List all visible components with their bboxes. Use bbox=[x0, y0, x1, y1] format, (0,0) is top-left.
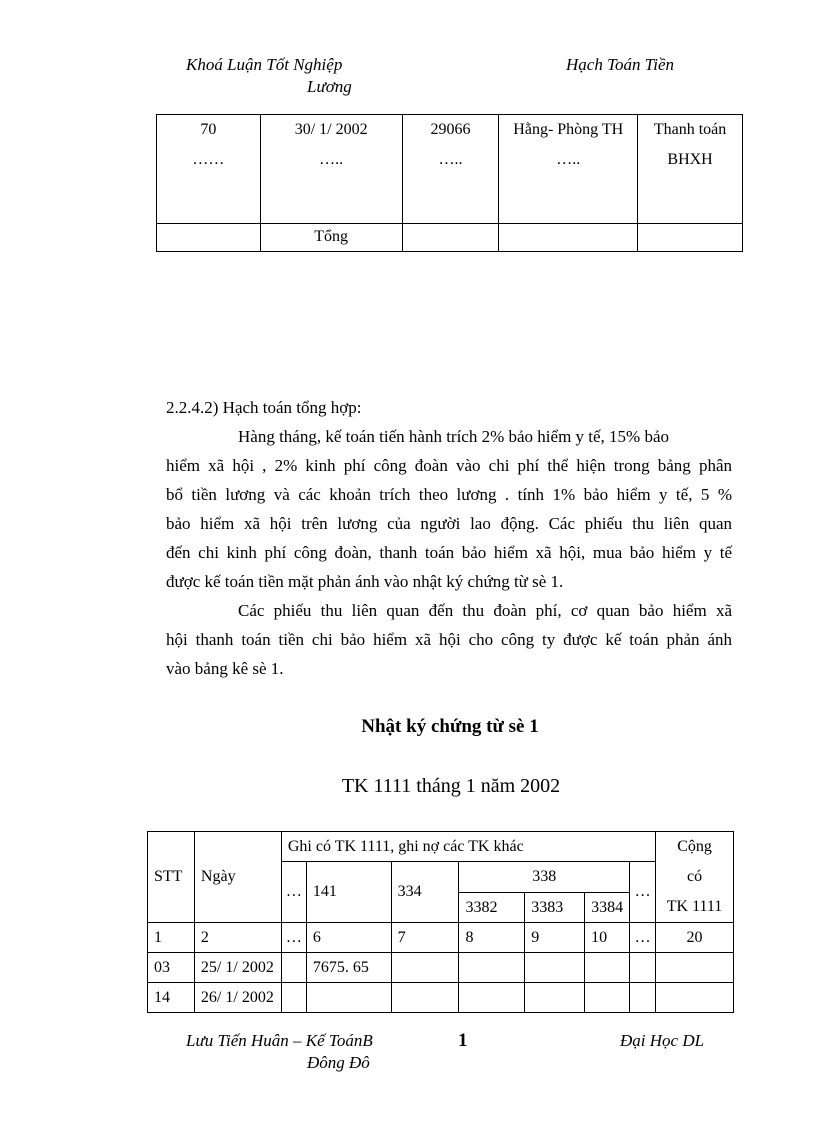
col-3383: 3383 bbox=[525, 893, 585, 923]
table-cell bbox=[585, 953, 630, 983]
table-cell bbox=[306, 983, 391, 1013]
table-cell: 9 bbox=[525, 923, 585, 953]
cell-person: Hằng- Phòng TH bbox=[513, 121, 624, 138]
table-cell bbox=[157, 115, 261, 224]
table-header-row bbox=[148, 832, 734, 862]
group-header: Ghi có TK 1111, ghi nợ các TK khác bbox=[281, 832, 655, 862]
table-cell: 8 bbox=[459, 923, 525, 953]
para-line: hội thanh toán tiền chi bảo hiểm xã hội cho công ty được kế toán phản ánh bbox=[166, 630, 732, 649]
table-cell bbox=[499, 224, 638, 252]
table-cell bbox=[459, 983, 525, 1013]
cell-description: Thanh toán bbox=[653, 121, 727, 138]
table-cell bbox=[402, 224, 499, 252]
para-line: Các phiếu thu liên quan đến thu đoàn phí, cơ quan bảo hiểm xã bbox=[238, 601, 732, 620]
table-cell bbox=[402, 115, 499, 224]
header-title-left: Khoá Luận Tốt Nghiệp bbox=[186, 55, 343, 74]
table-row bbox=[157, 115, 743, 224]
col-total-header bbox=[656, 832, 734, 923]
table-cell bbox=[157, 224, 261, 252]
cell-ellipsis: ….. bbox=[438, 151, 463, 168]
para-line: được kế toán tiền mặt phản ánh vào nhật ký chứng từ sè 1. bbox=[166, 572, 564, 591]
table-cell bbox=[499, 115, 638, 224]
footer-school: Đại Học DL bbox=[620, 1031, 705, 1050]
cell-ellipsis: ….. bbox=[556, 151, 581, 168]
total-header-line: TK 1111 bbox=[666, 898, 723, 915]
header-title-right: Hạch Toán Tiền bbox=[566, 55, 675, 74]
total-label: Tổng bbox=[260, 224, 402, 252]
table-cell: 20 bbox=[656, 923, 734, 953]
table-cell: 03 bbox=[148, 953, 195, 983]
table-cell: 2 bbox=[194, 923, 281, 953]
table-cell bbox=[391, 953, 459, 983]
col-338: 338 bbox=[459, 862, 630, 893]
journal-subtitle: TK 1111 tháng 1 năm 2002 bbox=[341, 775, 561, 797]
footer-author: Lưu Tiến Huân – Kế ToánB bbox=[186, 1031, 373, 1050]
journal-title: Nhật ký chứng từ sè 1 bbox=[361, 716, 539, 737]
table-cell: 6 bbox=[306, 923, 391, 953]
table-cell: 1 bbox=[148, 923, 195, 953]
table-cell: … bbox=[281, 923, 306, 953]
table-row bbox=[148, 953, 734, 983]
table-cell: 25/ 1/ 2002 bbox=[194, 953, 281, 983]
table-cell bbox=[656, 953, 734, 983]
para-line: bổ tiền lương và các khoản trích theo lương . tính 1% bảo hiểm y tế, 5 % bbox=[166, 485, 732, 504]
para-line: hiểm xã hội , 2% kinh phí công đoàn vào chi phí thể hiện trong bảng phân bbox=[166, 456, 732, 475]
table-cell bbox=[630, 953, 656, 983]
col-dots: … bbox=[281, 862, 306, 923]
col-334: 334 bbox=[391, 862, 459, 923]
table-row-total bbox=[157, 224, 743, 252]
table-cell: 7 bbox=[391, 923, 459, 953]
payment-table bbox=[156, 114, 743, 252]
col-141: 141 bbox=[306, 862, 391, 923]
cell-ellipsis: …… bbox=[192, 151, 225, 168]
table-cell bbox=[281, 953, 306, 983]
footer-author-cont: Đông Đô bbox=[307, 1053, 370, 1072]
table-cell bbox=[630, 983, 656, 1013]
table-cell: 10 bbox=[585, 923, 630, 953]
table-number-row bbox=[148, 923, 734, 953]
col-3382: 3382 bbox=[459, 893, 525, 923]
col-stt-header: STT bbox=[148, 832, 195, 923]
col-3384: 3384 bbox=[585, 893, 630, 923]
table-cell bbox=[638, 224, 743, 252]
table-cell bbox=[459, 953, 525, 983]
col-date-header: Ngày bbox=[194, 832, 281, 923]
total-header-line: Cộng bbox=[677, 838, 712, 855]
cell-number: 70 bbox=[200, 121, 217, 138]
table-cell bbox=[525, 983, 585, 1013]
cell-ellipsis: ….. bbox=[319, 151, 344, 168]
para-line: đến chi kinh phí công đoàn, thanh toán bảo hiểm xã hội, mua bảo hiểm y tế bbox=[166, 543, 732, 562]
cell-amount: 29066 bbox=[430, 121, 471, 138]
col-dots: … bbox=[630, 862, 656, 923]
para-line: Hàng tháng, kế toán tiến hành trích 2% bảo hiểm y tế, 15% bảo bbox=[238, 427, 670, 446]
page-number: 1 bbox=[458, 1030, 468, 1051]
table-cell bbox=[585, 983, 630, 1013]
section-heading: 2.2.4.2) Hạch toán tổng hợp: bbox=[166, 398, 362, 417]
table-cell bbox=[260, 115, 402, 224]
table-cell bbox=[638, 115, 743, 224]
table-cell bbox=[656, 983, 734, 1013]
table-cell: … bbox=[630, 923, 656, 953]
table-cell: 7675. 65 bbox=[306, 953, 391, 983]
cell-date: 30/ 1/ 2002 bbox=[294, 121, 368, 138]
table-row bbox=[148, 983, 734, 1013]
para-line: bảo hiểm xã hội trên lương của người lao động. Các phiếu thu liên quan bbox=[166, 514, 732, 533]
table-cell: 26/ 1/ 2002 bbox=[194, 983, 281, 1013]
cell-description-2: BHXH bbox=[667, 151, 713, 168]
header-title-left-cont: Lương bbox=[307, 77, 352, 96]
para-line: vào bảng kê sè 1. bbox=[166, 659, 284, 678]
table-cell bbox=[281, 983, 306, 1013]
table-cell bbox=[525, 953, 585, 983]
journal-table bbox=[147, 831, 734, 1013]
total-header-line: có bbox=[686, 868, 703, 885]
table-cell: 14 bbox=[148, 983, 195, 1013]
table-cell bbox=[391, 983, 459, 1013]
